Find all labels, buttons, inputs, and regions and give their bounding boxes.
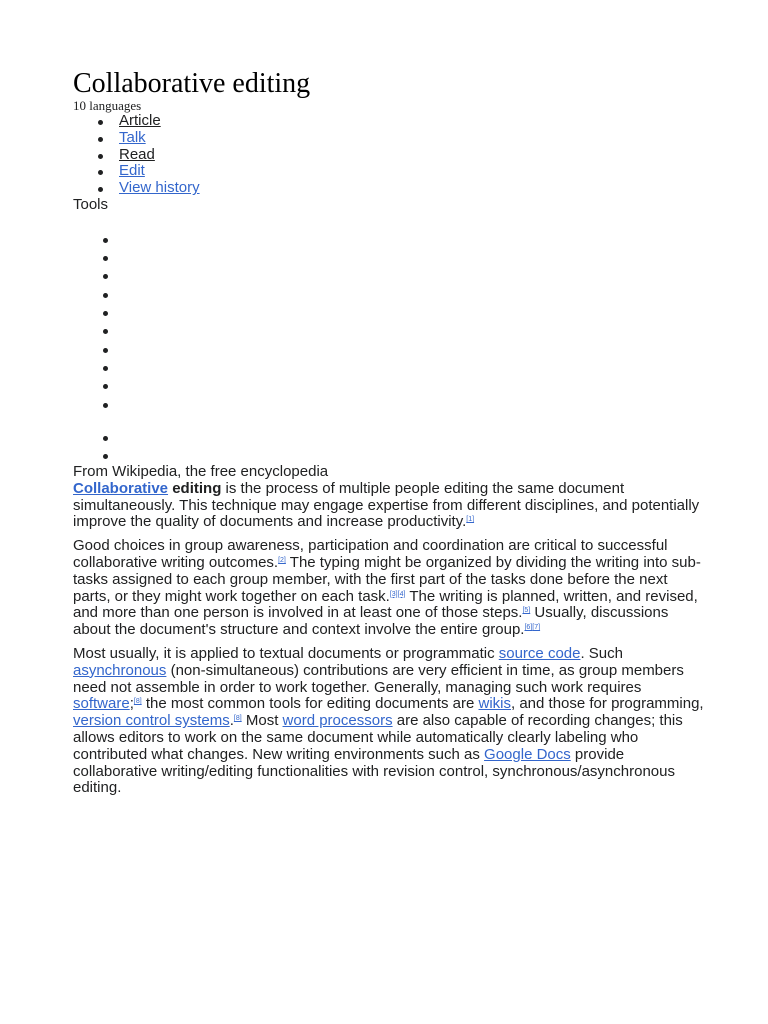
source-code-link[interactable]: source code bbox=[498, 644, 581, 662]
citation-link[interactable]: [2] bbox=[278, 556, 286, 564]
tools-list-item[interactable] bbox=[103, 454, 108, 459]
paragraph-text: The typing might be organized by dividing the writing into sub-tasks assigned to each group member, with the first part of the tasks done before the next parts, or they might work together on each task. bbox=[73, 553, 701, 605]
tools-list-item[interactable] bbox=[103, 311, 108, 316]
tools-list-item[interactable] bbox=[103, 366, 108, 371]
page-title: Collaborative editing bbox=[73, 68, 311, 99]
citation-link[interactable]: [8] bbox=[133, 698, 142, 706]
tools-list-item[interactable] bbox=[103, 384, 108, 389]
lead-term bbox=[73, 480, 221, 497]
paragraph-text: . Such bbox=[580, 644, 623, 662]
paragraph-applications bbox=[73, 646, 705, 797]
citation-link[interactable]: [1] bbox=[466, 516, 475, 524]
tools-list-item[interactable] bbox=[103, 293, 108, 298]
tools-list-item[interactable] bbox=[103, 348, 108, 353]
tab-view-history[interactable]: View history bbox=[119, 179, 200, 197]
tab-read-item bbox=[73, 147, 200, 164]
version-control-systems-link[interactable]: version control systems bbox=[73, 712, 230, 730]
citation bbox=[234, 715, 242, 722]
paragraph-text: provide collaborative writing/editing functionalities with revision control, synchronous/asynchronous editing. bbox=[73, 745, 675, 797]
tab-edit[interactable]: Edit bbox=[119, 162, 145, 180]
paragraph-text: (non-simultaneous) contributions are very efficient in time, as group members need not assemble in order to work together. Generally, managing such work requires bbox=[73, 661, 684, 696]
tools-list-item[interactable] bbox=[103, 403, 108, 408]
tools-list-item[interactable] bbox=[103, 256, 108, 261]
tab-article-item bbox=[73, 113, 200, 130]
citation-link[interactable]: [7] bbox=[532, 624, 541, 632]
citation bbox=[466, 516, 474, 523]
tab-view-history-item bbox=[73, 180, 200, 197]
paragraph-text: Usually, discussions about the document's structure and context involve the entire group. bbox=[73, 604, 669, 639]
tools-list-item[interactable] bbox=[103, 238, 108, 243]
asynchronous-link[interactable]: asynchronous bbox=[73, 661, 167, 679]
wikis-link[interactable]: wikis bbox=[478, 695, 511, 713]
collaborative-link[interactable]: Collaborative bbox=[73, 479, 169, 497]
lead-bold-word: editing bbox=[172, 479, 222, 497]
tab-edit-item bbox=[73, 163, 200, 180]
site-tagline: From Wikipedia, the free encyclopedia bbox=[73, 463, 329, 480]
article-body bbox=[73, 464, 705, 804]
citation-link[interactable]: [4] bbox=[397, 590, 406, 598]
citation-link[interactable]: [6] bbox=[524, 624, 533, 632]
citation-link[interactable]: [5] bbox=[522, 607, 531, 615]
citation bbox=[524, 624, 540, 631]
tools-list-item[interactable] bbox=[103, 274, 108, 279]
page-tabs bbox=[73, 113, 200, 197]
word-processors-link[interactable]: word processors bbox=[282, 712, 393, 730]
paragraph-text: Most usually, it is applied to textual documents or programmatic bbox=[73, 644, 499, 662]
paragraph-intro bbox=[73, 481, 705, 531]
tools-list-item[interactable] bbox=[103, 436, 108, 441]
paragraph-text: , and those for programming, bbox=[511, 695, 704, 713]
tab-talk-item bbox=[73, 130, 200, 147]
tools-list-item[interactable] bbox=[103, 329, 108, 334]
google-docs-link[interactable]: Google Docs bbox=[484, 745, 571, 763]
citation bbox=[390, 591, 406, 598]
languages-button[interactable]: 10 languages bbox=[73, 98, 142, 113]
tab-talk[interactable]: Talk bbox=[119, 128, 146, 146]
tab-read[interactable]: Read bbox=[119, 145, 155, 163]
paragraph-text: The writing is planned, written, and revised, and more than one person is involved in at least one of those steps. bbox=[73, 587, 698, 622]
paragraph-text: Most bbox=[241, 712, 283, 730]
citation bbox=[278, 557, 286, 564]
paragraph-group-awareness bbox=[73, 538, 705, 639]
paragraph-text: the most common tools for editing documents are bbox=[141, 695, 479, 713]
tools-menu-label[interactable]: Tools bbox=[73, 196, 109, 213]
software-link[interactable]: software bbox=[73, 695, 130, 713]
tab-article[interactable]: Article bbox=[119, 112, 161, 129]
paragraph-text: are also capable of recording changes; this allows editors to work on the same document while automatically clearly labeling who contributed what changes. New writing environments such as bbox=[73, 712, 683, 763]
paragraph-text: Good choices in group awareness, participation and coordination are critical to successful collaborative writing outcomes. bbox=[73, 537, 668, 571]
citation bbox=[134, 698, 142, 705]
citation-link[interactable]: [3] bbox=[389, 590, 398, 598]
citation-link[interactable]: [8] bbox=[233, 715, 242, 723]
intro-text: is the process of multiple people editing the same document simultaneously. This technique may engage expertise from different disciplines, and potentially improve the quality of documents and increase productivity. bbox=[73, 479, 700, 531]
paragraph-text: . bbox=[229, 712, 234, 730]
paragraph-text: ; bbox=[129, 695, 134, 713]
